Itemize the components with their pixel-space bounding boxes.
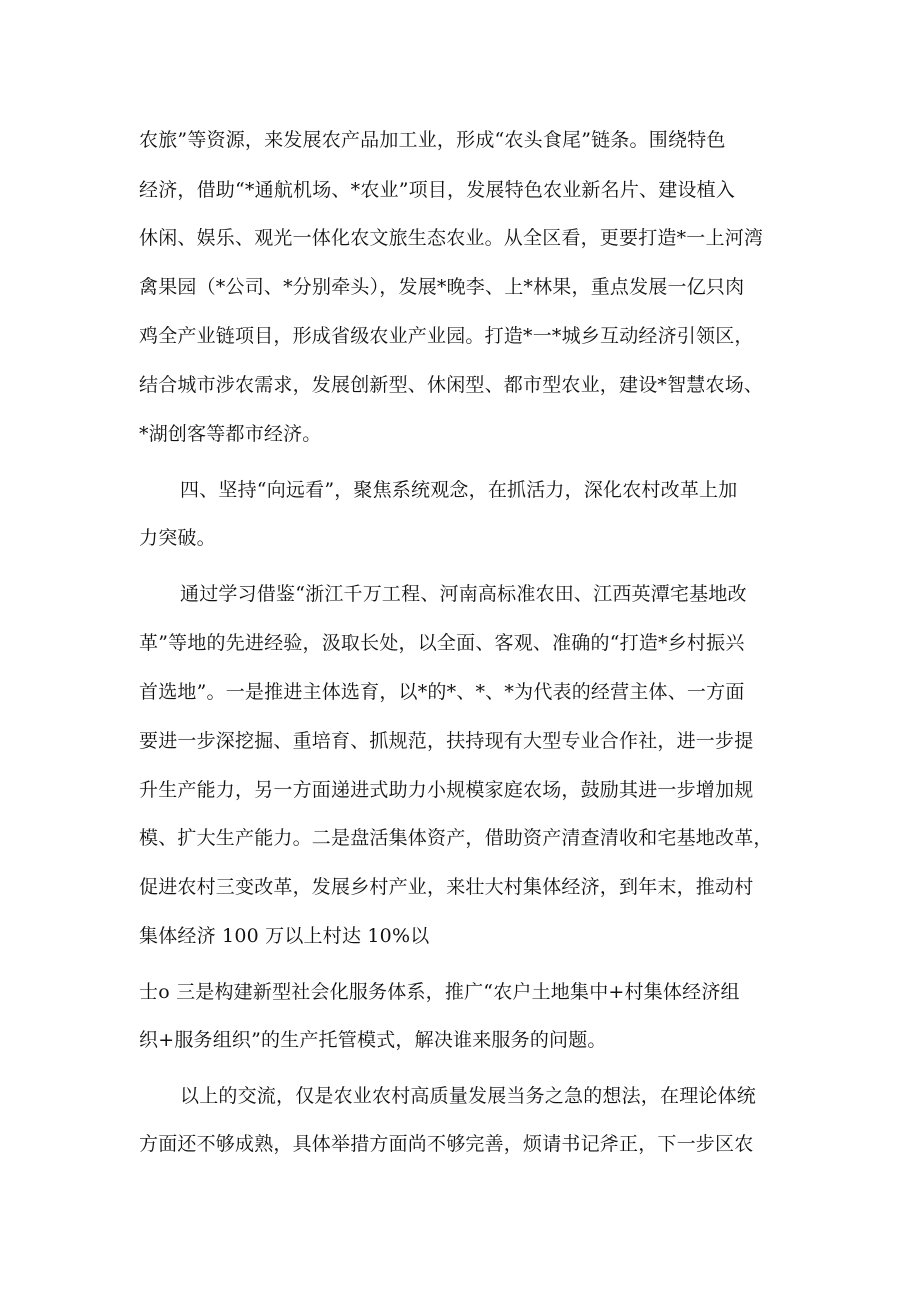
text-line: 方面还不够成熟，具体举措方面尚不够完善，烦请书记斧正，下一步区农 [139, 1133, 754, 1155]
text-line: 鸡全产业链项目，形成省级农业产业园。打造*一*城乡互动经济引领区， [139, 325, 754, 347]
text-line: 通过学习借鉴“浙江千万工程、河南高标准农田、江西英潭宅基地改 [180, 583, 747, 605]
text-line: 模、扩大生产能力。二是盘活集体资产，借助资产清查清收和宅基地改革， [139, 827, 773, 849]
section-heading-line: 四、坚持“向远看”，聚焦系统观念，在抓活力，深化农村改革上加 [180, 479, 738, 501]
text-line: *湖创客等都市经济。 [139, 423, 322, 445]
text-line: 首选地”。一是推进主体选育，以*的*、*、*为代表的经营主体、一方面 [139, 681, 745, 703]
text-line: 结合城市涉农需求，发展创新型、休闲型、都市型农业，建设*智慧农场、 [139, 374, 764, 396]
text-line: 革”等地的先进经验，汲取长处，以全面、客观、准确的“打造*乡村振兴 [139, 632, 745, 654]
section-heading-line: 力突破。 [139, 527, 216, 549]
text-line: 经济，借助“*通航机场、*农业”项目，发展特色农业新名片、建设植入 [139, 179, 736, 201]
text-line: 升生产能力，另一方面递进式助力小规模家庭农场，鼓励其进一步增加规 [139, 779, 754, 801]
text-line: 织+服务组织”的生产托管模式，解决谁来服务的问题。 [139, 1029, 607, 1051]
text-line: 士o 三是构建新型社会化服务体系，推广“农户土地集中+村集体经济组 [139, 981, 740, 1003]
text-line: 以上的交流，仅是农业农村高质量发展当务之急的想法，在理论体统 [180, 1085, 757, 1107]
text-line: 集体经济 100 万以上村达 10%以 [139, 925, 430, 947]
text-line: 休闲、娱乐、观光一体化农文旅生态农业。从全区看，更要打造*一上河湾 [139, 227, 764, 249]
text-line: 促进农村三变改革，发展乡村产业，来壮大村集体经济，到年末，推动村 [139, 876, 754, 898]
text-line: 农旅”等资源，来发展农产品加工业，形成“农头食尾”链条。围绕特色 [139, 129, 726, 151]
text-line: 要进一步深挖掘、重培育、抓规范，扶持现有大型专业合作社，进一步提 [139, 730, 754, 752]
text-line: 禽果园（*公司、*分别牵头），发展*晚李、上*林果，重点发展一亿只肉 [139, 276, 745, 298]
